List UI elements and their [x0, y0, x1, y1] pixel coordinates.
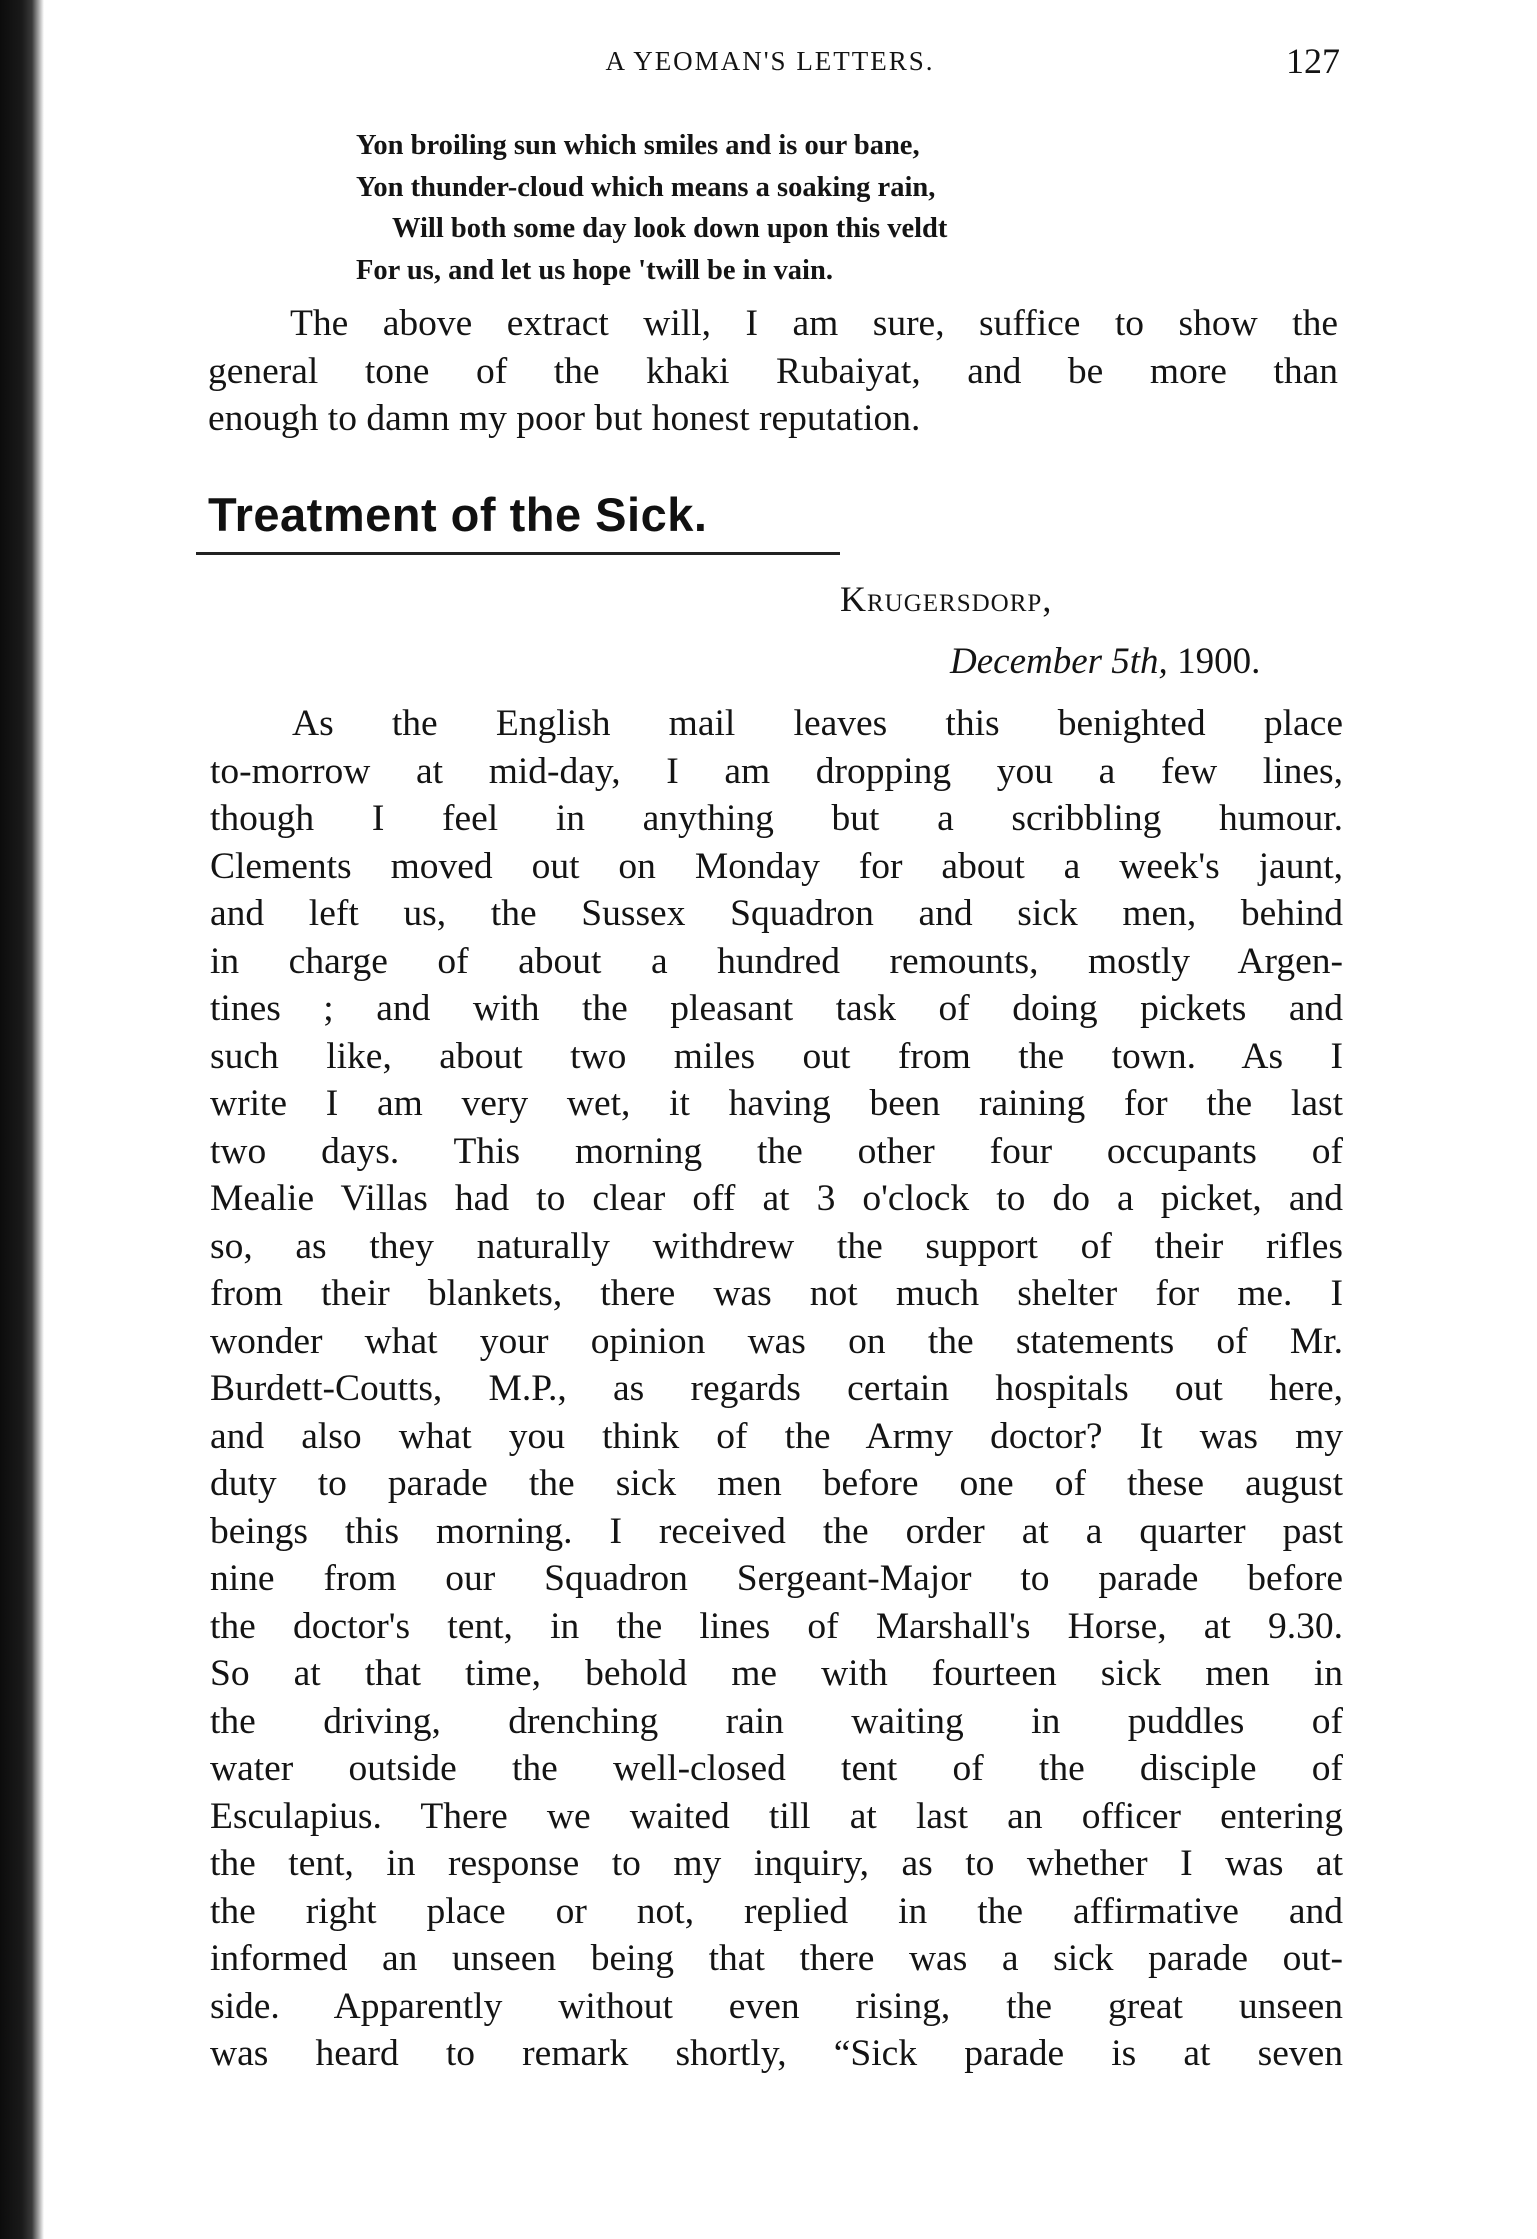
text-line: in charge of about a hundred remounts, mostly Argen- — [210, 940, 1343, 982]
binding-edge — [0, 0, 44, 2239]
text-line: so, as they naturally withdrew the support of their rifles — [210, 1225, 1343, 1267]
text-line: The above extract will, I am sure, suffice to show the — [290, 303, 1338, 344]
text-line: general tone of the khaki Rubaiyat, and be more than — [208, 350, 1338, 392]
section-heading: Treatment of the Sick. — [208, 488, 708, 541]
poem-line: For us, and let us hope 'twill be in vain. — [356, 254, 833, 286]
text-line: So at that time, behold me with fourteen sick men in — [210, 1653, 1343, 1694]
text-line: Mealie Villas had to clear off at 3 o'clock to do a picket, and — [210, 1178, 1343, 1219]
dateline-place: Krugersdorp, — [840, 579, 1053, 619]
intro-paragraph — [208, 300, 1338, 443]
text-line: side. Apparently without even rising, the great unseen — [210, 1985, 1343, 2027]
text-line: nine from our Squadron Sergeant-Major to parade before — [210, 1558, 1343, 1599]
text-line: Burdett-Coutts, M.P., as regards certain hospitals out here, — [210, 1368, 1343, 1409]
text-line: Esculapius. There we waited till at last an officer entering — [210, 1795, 1343, 1837]
text-line: write I am very wet, it having been raining for the last — [210, 1083, 1343, 1124]
heading-underline — [196, 552, 840, 555]
text-line: As the English mail leaves this benighted place — [292, 703, 1343, 744]
date-month: December — [950, 641, 1103, 682]
poem-line: Will both some day look down upon this veldt — [392, 213, 948, 244]
text-line: enough to damn my poor but honest reputation. — [208, 398, 921, 439]
page-number: 127 — [1286, 41, 1340, 81]
text-line: though I feel in anything but a scribbling humour. — [210, 798, 1343, 839]
text-line: the tent, in response to my inquiry, as to whether I was at — [210, 1843, 1343, 1884]
text-line: to-morrow at mid-day, I am dropping you a few lines, — [210, 750, 1343, 792]
text-line: and left us, the Sussex Squadron and sick men, behind — [210, 893, 1343, 934]
poem-stanza — [356, 125, 1256, 291]
text-line: wonder what your opinion was on the statements of Mr. — [210, 1320, 1343, 1362]
text-line: Clements moved out on Monday for about a week's jaunt, — [210, 845, 1343, 887]
text-line: duty to parade the sick men before one of these august — [210, 1463, 1343, 1504]
poem-line: Yon thunder-cloud which means a soaking rain, — [356, 171, 936, 203]
dateline-date — [950, 640, 1260, 683]
text-line: such like, about two miles out from the town. As I — [210, 1035, 1343, 1077]
text-line: water outside the well-closed tent of the disciple of — [210, 1748, 1343, 1789]
running-head: A YEOMAN'S LETTERS. — [605, 46, 935, 76]
text-line: from their blankets, there was not much shelter for me. I — [210, 1273, 1343, 1314]
text-line: two days. This morning the other four occupants of — [210, 1130, 1343, 1172]
date-day: 5th, — [1111, 641, 1168, 682]
text-line: beings this morning. I received the order at a quarter past — [210, 1510, 1343, 1552]
date-year: 1900. — [1177, 641, 1261, 682]
letter-body — [210, 700, 1343, 2078]
page-header — [200, 42, 1340, 82]
text-line: the driving, drenching rain waiting in puddles of — [210, 1700, 1343, 1742]
poem-line: Yon broiling sun which smiles and is our bane, — [356, 130, 920, 161]
text-line: was heard to remark shortly, “Sick parade is at seven — [210, 2033, 1343, 2074]
text-line: the right place or not, replied in the affirmative and — [210, 1890, 1343, 1932]
text-line: the doctor's tent, in the lines of Marshall's Horse, at 9.30. — [210, 1605, 1343, 1647]
text-line: tines ; and with the pleasant task of doing pickets and — [210, 988, 1343, 1029]
text-line: and also what you think of the Army doctor? It was my — [210, 1415, 1343, 1457]
text-line: informed an unseen being that there was a sick parade out- — [210, 1938, 1343, 1979]
